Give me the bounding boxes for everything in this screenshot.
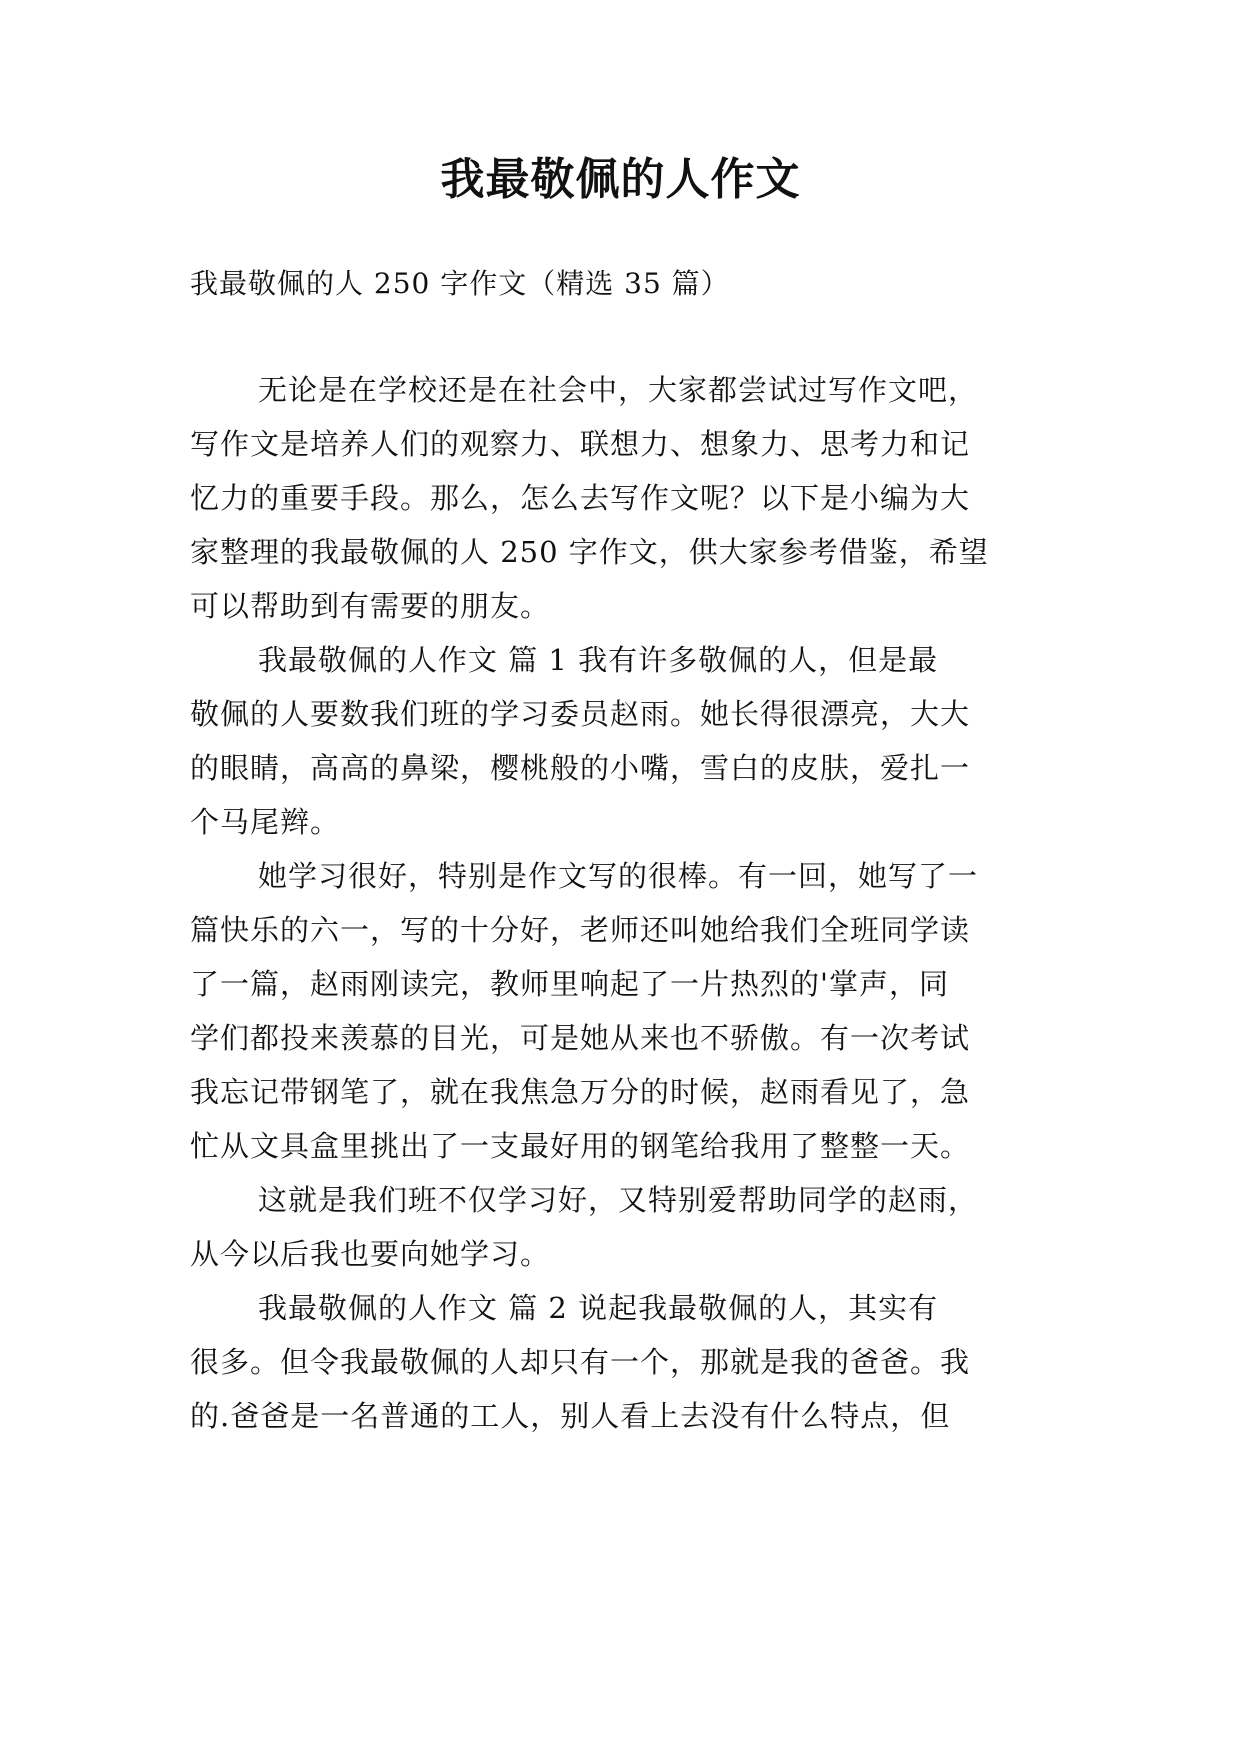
paragraph-line: 的眼睛，高高的鼻梁，樱桃般的小嘴，雪白的皮肤，爱扎一 (190, 751, 971, 785)
paragraph-line: 我忘记带钢笔了，就在我焦急万分的时候，赵雨看见了，急 (190, 1075, 971, 1109)
paragraph-line: 这就是我们班不仅学习好，又特别爱帮助同学的赵雨， (258, 1183, 979, 1217)
paragraph-line: 可以帮助到有需要的朋友。 (190, 589, 551, 623)
paragraph-line: 学们都投来羡慕的目光，可是她从来也不骄傲。有一次考试 (190, 1021, 971, 1055)
document-title: 我最敬佩的人作文 (440, 154, 801, 205)
paragraph-line: 我最敬佩的人作文 篇 2 说起我最敬佩的人，其实有 (258, 1291, 939, 1325)
paragraph-line: 敬佩的人要数我们班的学习委员赵雨。她长得很漂亮，大大 (190, 697, 971, 731)
paragraph-line: 忆力的重要手段。那么，怎么去写作文呢？以下是小编为大 (190, 481, 971, 515)
paragraph-line: 无论是在学校还是在社会中，大家都尝试过写作文吧， (258, 373, 979, 407)
paragraph-line: 的.爸爸是一名普通的工人，别人看上去没有什么特点，但 (190, 1399, 951, 1433)
paragraph-line: 很多。但令我最敬佩的人却只有一个，那就是我的爸爸。我 (190, 1345, 971, 1379)
paragraph-line: 篇快乐的六一，写的十分好，老师还叫她给我们全班同学读 (190, 913, 971, 947)
paragraph-line: 个马尾辫。 (190, 805, 341, 839)
paragraph-line: 了一篇，赵雨刚读完，教师里响起了一片热烈的'掌声，同 (190, 967, 949, 1001)
paragraph-line: 我最敬佩的人作文 篇 1 我有许多敬佩的人，但是最 (258, 643, 939, 677)
paragraph-line: 忙从文具盒里挑出了一支最好用的钢笔给我用了整整一天。 (190, 1129, 971, 1163)
document-subtitle: 我最敬佩的人 250 字作文（精选 35 篇） (190, 267, 730, 300)
paragraph-line: 写作文是培养人们的观察力、联想力、想象力、思考力和记 (190, 427, 971, 461)
paragraph-line: 她学习很好，特别是作文写的很棒。有一回，她写了一 (258, 859, 979, 893)
paragraph-line: 从今以后我也要向她学习。 (190, 1237, 551, 1271)
paragraph-line: 家整理的我最敬佩的人 250 字作文，供大家参考借鉴，希望 (190, 535, 989, 569)
